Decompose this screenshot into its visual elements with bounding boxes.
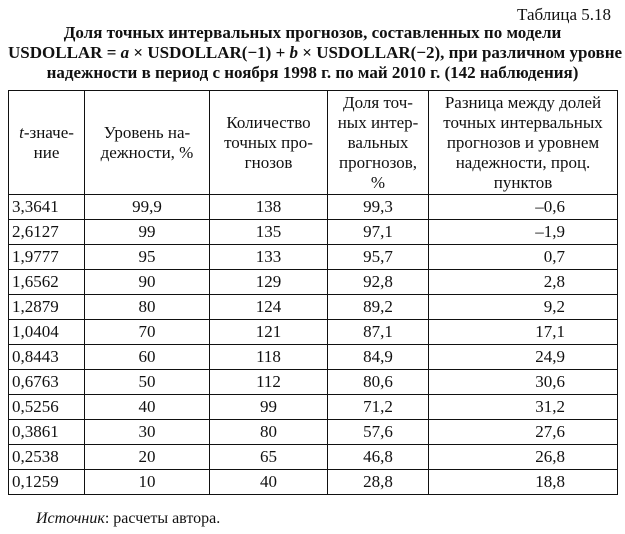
table-body (9, 195, 618, 495)
cell-accurate-share: 57,6 (328, 420, 429, 445)
header-share-line4: прогнозов, (338, 152, 418, 172)
table-row (9, 345, 618, 370)
cell-difference: 27,6 (429, 420, 618, 445)
cell-confidence-level: 70 (85, 320, 210, 345)
cell-accurate-share: 28,8 (328, 470, 429, 495)
cell-difference: 26,8 (429, 445, 618, 470)
cell-accurate-share: 71,2 (328, 395, 429, 420)
table-row (9, 245, 618, 270)
header-level-line1: Уровень на- (103, 122, 191, 142)
header-t-italic: t (19, 122, 24, 142)
caption-model-lag1: × USDOLLAR(−1) + (129, 43, 290, 62)
cell-confidence-level: 40 (85, 395, 210, 420)
cell-accurate-count: 133 (210, 245, 328, 270)
cell-accurate-share: 89,2 (328, 295, 429, 320)
cell-accurate-count: 118 (210, 345, 328, 370)
header-share-line2: ных интер- (337, 112, 419, 132)
header-diff-line4: надежности, проц. (455, 152, 591, 172)
caption-line-3: надежности в период с ноября 1998 г. по май 2010 г. (142 наблюдения) (46, 63, 579, 82)
cell-confidence-level: 10 (85, 470, 210, 495)
table-row (9, 370, 618, 395)
table-row (9, 195, 618, 220)
forecast-table (8, 90, 618, 495)
cell-difference: 18,8 (429, 470, 618, 495)
cell-confidence-level: 99 (85, 220, 210, 245)
cell-difference: 31,2 (429, 395, 618, 420)
cell-accurate-share: 99,3 (328, 195, 429, 220)
caption-line-2 (8, 43, 623, 63)
cell-accurate-share: 92,8 (328, 270, 429, 295)
cell-t-value: 1,9777 (9, 245, 85, 270)
caption-line-1: Доля точных интервальных прогнозов, составленных по модели (63, 23, 562, 42)
header-count-line1: Количество (226, 112, 311, 132)
cell-t-value: 0,8443 (9, 345, 85, 370)
cell-confidence-level: 30 (85, 420, 210, 445)
source-note (36, 509, 220, 529)
table-caption (8, 23, 623, 83)
cell-t-value: 0,1259 (9, 470, 85, 495)
cell-confidence-level: 50 (85, 370, 210, 395)
header-share-line5: % (370, 172, 386, 192)
cell-confidence-level: 95 (85, 245, 210, 270)
cell-accurate-share: 87,1 (328, 320, 429, 345)
cell-confidence-level: 90 (85, 270, 210, 295)
cell-t-value: 0,3861 (9, 420, 85, 445)
cell-accurate-share: 95,7 (328, 245, 429, 270)
header-share-line3: вальных (347, 132, 409, 152)
cell-t-value: 2,6127 (9, 220, 85, 245)
source-text: : расчеты автора. (104, 510, 221, 527)
header-diff-line5: пунктов (493, 172, 553, 192)
cell-t-value: 1,2879 (9, 295, 85, 320)
table-row (9, 470, 618, 495)
cell-accurate-count: 138 (210, 195, 328, 220)
table-row (9, 420, 618, 445)
cell-t-value: 1,0404 (9, 320, 85, 345)
cell-accurate-share: 97,1 (328, 220, 429, 245)
cell-t-value: 0,2538 (9, 445, 85, 470)
cell-accurate-share: 80,6 (328, 370, 429, 395)
caption-model-lhs: USDOLLAR = (8, 43, 121, 62)
cell-accurate-count: 129 (210, 270, 328, 295)
header-count-line3: гнозов (244, 152, 293, 172)
cell-accurate-count: 65 (210, 445, 328, 470)
header-diff-line1: Разница между долей (444, 92, 602, 112)
table-row (9, 270, 618, 295)
cell-difference: 9,2 (429, 295, 618, 320)
table-row (9, 445, 618, 470)
cell-difference: –1,9 (429, 220, 618, 245)
table-row (9, 320, 618, 345)
cell-difference: 30,6 (429, 370, 618, 395)
cell-accurate-share: 84,9 (328, 345, 429, 370)
cell-accurate-count: 99 (210, 395, 328, 420)
source-label: Источник (36, 510, 105, 527)
table-row (9, 220, 618, 245)
table-row (9, 395, 618, 420)
table-row (9, 295, 618, 320)
header-accurate-count (210, 91, 328, 195)
cell-difference: 24,9 (429, 345, 618, 370)
cell-difference: 0,7 (429, 245, 618, 270)
header-t-rest: -значе- (23, 122, 74, 142)
table-number: Таблица 5.18 (517, 5, 611, 24)
header-diff-line2: точных интервальных (443, 112, 603, 132)
header-diff-line3: прогнозов и уровнем (446, 132, 600, 152)
header-t-line2: ние (33, 142, 60, 162)
cell-t-value: 3,3641 (9, 195, 85, 220)
caption-model-lag2: × USDOLLAR(−2), при различном уровне (298, 43, 623, 62)
header-count-line2: точных про- (224, 132, 313, 152)
cell-confidence-level: 80 (85, 295, 210, 320)
cell-accurate-count: 80 (210, 420, 328, 445)
caption-coef-a: a (120, 43, 130, 62)
cell-accurate-count: 124 (210, 295, 328, 320)
cell-t-value: 0,6763 (9, 370, 85, 395)
cell-accurate-share: 46,8 (328, 445, 429, 470)
header-t-value (9, 91, 85, 195)
header-confidence-level (85, 91, 210, 195)
cell-accurate-count: 112 (210, 370, 328, 395)
cell-confidence-level: 20 (85, 445, 210, 470)
cell-difference: 17,1 (429, 320, 618, 345)
cell-accurate-count: 121 (210, 320, 328, 345)
header-level-line2: дежности, % (100, 142, 194, 162)
cell-confidence-level: 99,9 (85, 195, 210, 220)
cell-difference: 2,8 (429, 270, 618, 295)
cell-t-value: 1,6562 (9, 270, 85, 295)
cell-t-value: 0,5256 (9, 395, 85, 420)
cell-confidence-level: 60 (85, 345, 210, 370)
header-accurate-share (328, 91, 429, 195)
cell-accurate-count: 135 (210, 220, 328, 245)
cell-accurate-count: 40 (210, 470, 328, 495)
caption-coef-b: b (289, 43, 299, 62)
header-share-line1: Доля точ- (343, 92, 413, 112)
header-difference (429, 91, 618, 195)
cell-difference: –0,6 (429, 195, 618, 220)
header-row (9, 91, 618, 195)
